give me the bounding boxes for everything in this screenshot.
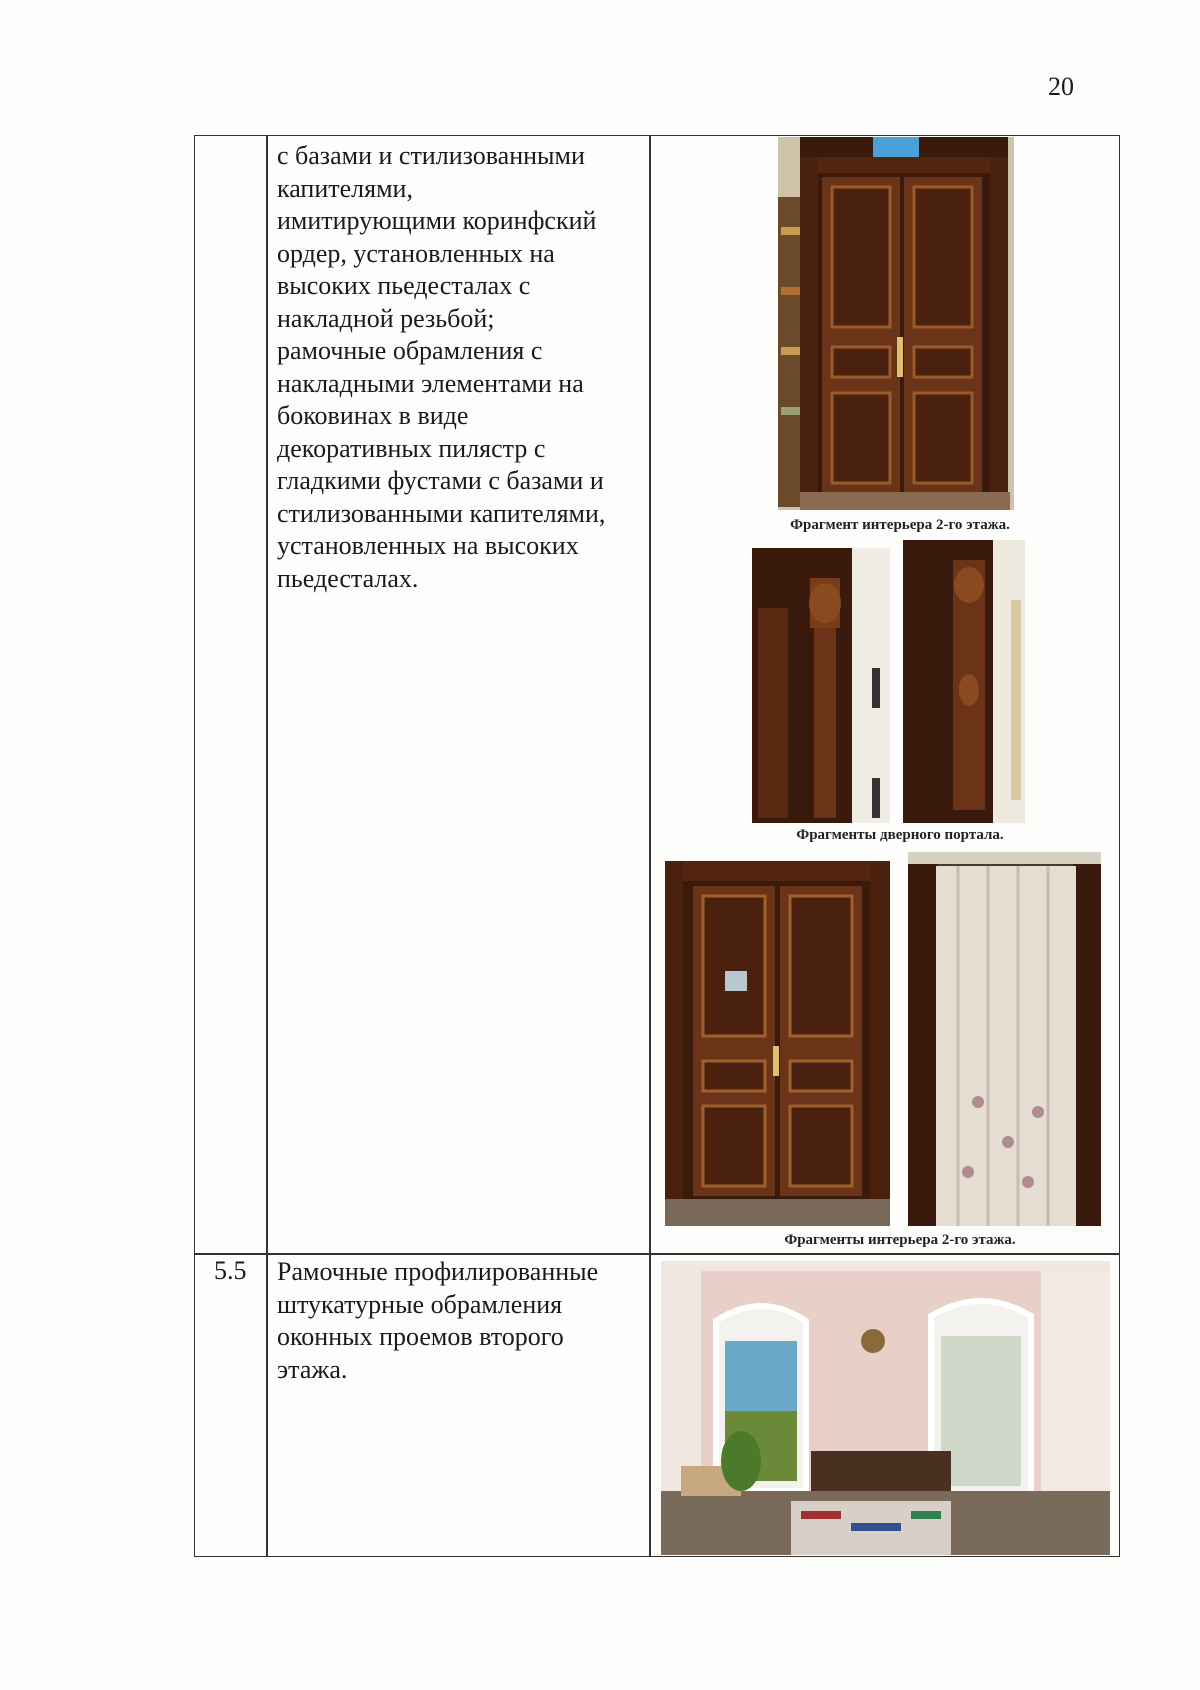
desc-line: штукатурные обрамления — [277, 1289, 563, 1319]
photo-curtain-doorway — [908, 852, 1101, 1226]
column-divider-2 — [649, 136, 651, 1556]
photo-windows-interior — [661, 1261, 1110, 1555]
photo-door-interior — [778, 137, 1014, 510]
page-number: 20 — [1048, 72, 1074, 101]
desc-line: высоких пьедесталах с — [277, 271, 531, 300]
caption-interior-fragment: Фрагмент интерьера 2-го этажа. — [790, 517, 1010, 533]
desc-line: накладной резьбой; — [277, 303, 495, 333]
caption-portal-fragments: Фрагменты дверного портала. — [796, 827, 1004, 843]
caption-interior-fragments: Фрагменты интерьера 2-го этажа. — [784, 1232, 1016, 1248]
desc-line: капителями, — [277, 173, 413, 203]
row-number: 5.5 — [214, 1256, 247, 1285]
desc-line: пьедесталах. — [277, 563, 419, 593]
desc-line: ордер, установленных на — [277, 238, 555, 268]
desc-line: гладкими фустами с базами и — [277, 466, 604, 495]
desc-line: имитирующими коринфский — [277, 206, 597, 235]
desc-line: рамочные обрамления с — [277, 336, 543, 365]
desc-line: с базами и стилизованными — [277, 141, 585, 170]
photo-portal-fragment-right — [903, 540, 1025, 823]
row-divider — [195, 1253, 1119, 1255]
desc-line: накладными элементами на — [277, 368, 584, 398]
desc-line: Рамочные профилированные — [277, 1257, 599, 1286]
desc-line: этажа. — [277, 1354, 348, 1384]
desc-line: оконных проемов второго — [277, 1322, 564, 1351]
row-5-5-description — [277, 1256, 598, 1386]
desc-line: установленных на высоких — [277, 531, 579, 560]
row-continued-description — [277, 140, 605, 595]
photo-portal-fragment-left — [752, 548, 890, 823]
column-divider-1 — [266, 136, 268, 1556]
desc-line: стилизованными капителями, — [277, 498, 606, 528]
desc-line: декоративных пилястр с — [277, 433, 546, 463]
desc-line: боковинах в виде — [277, 401, 469, 430]
photo-door-full — [665, 861, 890, 1226]
